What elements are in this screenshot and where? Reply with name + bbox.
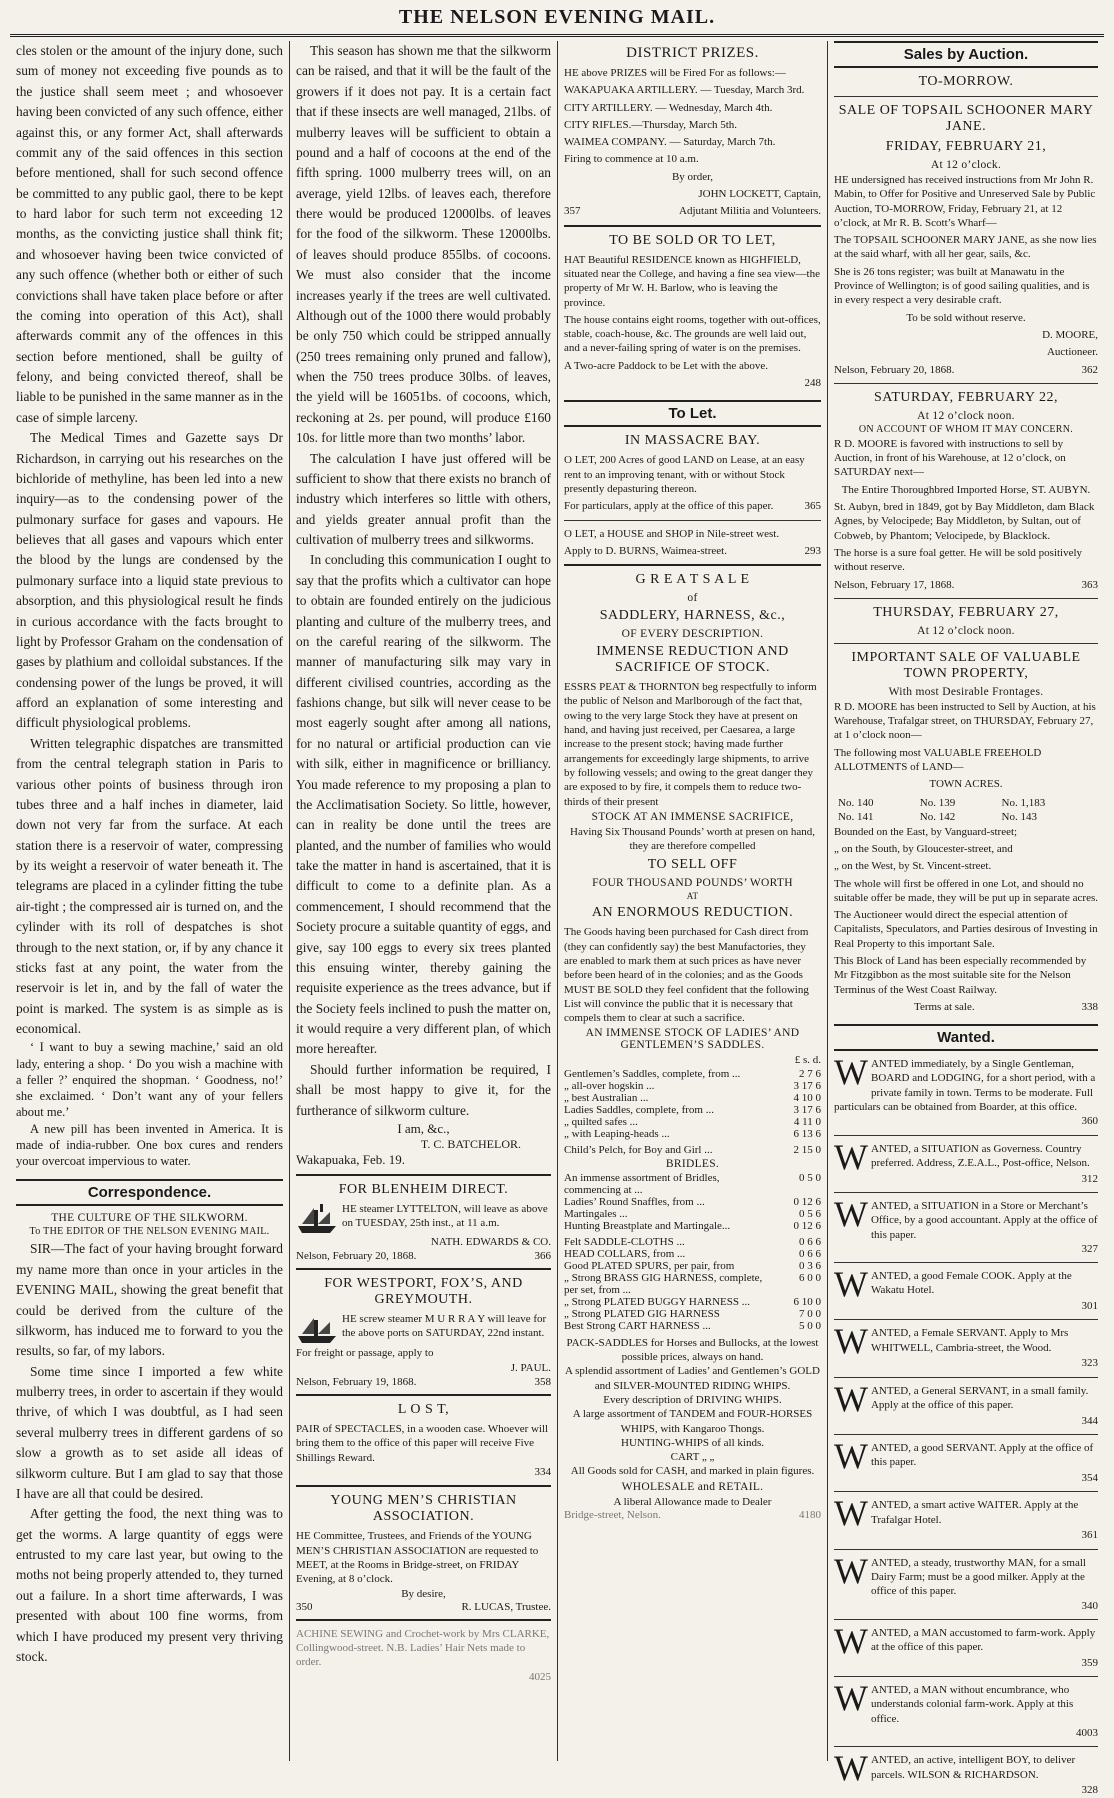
ad-heading: IN MASSACRE BAY. <box>624 433 761 449</box>
price-list-bridles <box>564 1172 821 1232</box>
letter-title: THE CULTURE OF THE SILKWORM. <box>51 1212 248 1225</box>
ad-signature: R. LUCAS, Trustee. <box>461 1600 551 1613</box>
ad-text: PAIR of SPECTACLES, in a wooden case. Whoever will bring them to the office of this paper will receive Five Shillings Reward. <box>296 1423 549 1464</box>
ad-text: This Block of Land has been especially recommended by Mr Fitzgibbon as the most suitable site for the Nelson Terminus of the West Coast Railway. <box>834 954 1087 996</box>
section-heading-to-let: To Let. <box>564 400 821 427</box>
ad-heading: SALE OF TOPSAIL SCHOONER MARY JANE. <box>838 103 1094 134</box>
wanted-ad <box>834 1052 1098 1128</box>
section-heading-district-prizes: DISTRICT PRIZES. <box>626 45 759 61</box>
ad-ymca <box>296 1493 551 1612</box>
item-name: Best Strong CART HARNESS ... <box>564 1319 711 1332</box>
price-row <box>564 1248 821 1260</box>
ad-text: CITY ARTILLERY. — Wednesday, March 4th. <box>564 101 773 114</box>
ad-number: 312 <box>1081 1172 1098 1185</box>
item-name: „ Strong PLATED GIG HARNESS <box>564 1307 720 1320</box>
ad-heading: L O S T, <box>397 1402 450 1418</box>
price-row <box>564 1320 821 1332</box>
column-1 <box>10 41 290 1761</box>
ad-text: CART „ „ <box>670 1451 715 1464</box>
drop-cap: W <box>834 1052 868 1093</box>
columns <box>10 41 1104 1797</box>
item-name: HEAD COLLARS, from ... <box>564 1247 686 1260</box>
price-row <box>564 1116 821 1128</box>
ad-heading: ON ACCOUNT OF WHOM IT MAY CONCERN. <box>858 423 1074 435</box>
ad-highfield <box>564 253 821 391</box>
item-price: 3 17 6 <box>793 1079 821 1092</box>
ad-signature: Adjutant Militia and Volunteers. <box>679 205 821 218</box>
item-name: Felt SADDLE-CLOTHS ... <box>564 1235 685 1248</box>
ad-heading: THURSDAY, FEBRUARY 27, <box>873 604 1059 620</box>
item-price: 6 0 0 <box>799 1271 821 1284</box>
auction-st-aubyn <box>834 390 1098 592</box>
ad-heading: With most Desirable Frontages. <box>888 685 1044 698</box>
wanted-ad <box>834 1748 1098 1797</box>
ad-westport <box>296 1276 551 1388</box>
ad-heading: SATURDAY, FEBRUARY 22, <box>874 389 1058 405</box>
item-name: „ best Australian ... <box>564 1091 649 1104</box>
price-row <box>564 1104 821 1116</box>
ad-text: O LET, a HOUSE and SHOP in Nile-street west. <box>564 527 780 540</box>
item-price: 0 6 6 <box>799 1235 821 1248</box>
price-row <box>564 1208 821 1220</box>
ad-text: ANTED, a MAN without encumbrance, who understands colonial farm-work. Apply at this office. <box>870 1684 1074 1725</box>
ad-text: The house contains eight rooms, together with out-offices, stable, coach-house, &c. The grounds are well laid out, and a never-failing spring of water is on the premises. <box>564 313 821 355</box>
drop-cap: W <box>834 1378 868 1419</box>
wanted-ad <box>834 1378 1098 1428</box>
item-name: „ Strong BRASS GIG HARNESS, complete, per set, from ... <box>564 1271 763 1296</box>
ad-heading: BRIDLES. <box>665 1157 720 1170</box>
item-name: Gentlemen’s Saddles, complete, from ... <box>564 1067 741 1080</box>
ad-number: 365 <box>804 500 821 513</box>
item-price: 4 11 0 <box>793 1115 821 1128</box>
price-list-pelch <box>564 1144 821 1156</box>
lot-number: No. 1,183 <box>1001 796 1046 809</box>
item-price: 0 5 6 <box>799 1207 821 1220</box>
ad-number: 4025 <box>529 1670 551 1683</box>
ad-heading: AT <box>686 891 699 902</box>
ad-heading: YOUNG MEN’S CHRISTIAN ASSOCIATION. <box>330 1493 517 1525</box>
wanted-ad <box>834 1136 1098 1186</box>
price-row <box>564 1144 821 1156</box>
item-name: Martingales ... <box>564 1207 628 1220</box>
ad-text: ANTED, a good Female COOK. Apply at the Wakatu Hotel. <box>870 1270 1072 1297</box>
ad-text: She is 26 tons register; was built at Manawatu in the Province of Wellington; is of good sailing qualities, and is in every respect a very desirable craft. <box>834 265 1090 307</box>
drop-cap: W <box>834 1550 868 1591</box>
item-price: 3 17 6 <box>793 1103 821 1116</box>
ad-number: 293 <box>804 544 821 557</box>
price-row <box>564 1272 821 1296</box>
paragraph: In concluding this communication I ought to say that the profits which a cultivator can hope to obtain are founded entirely on the judicious planting and culture of the mulberry trees, and on the careful rearing of the silkworm. The manner of manufacturing silk may vary in different civilised countries, according as the fashions change, but silk will never cease to be most eagerly sought after among all nations, for no natural or artificial production can vie with silk, either in magnificence or brilliancy. You made reference to my proposing a plan to the Acclimatisation Society. So little, however, can in reality be done until the trees are planted, and the number of families who would take the matter in hand is ascertained, that it is difficult to come to a definite plan. As a commencement, I should recommend that the Society procure a suitable quantity of eggs, and give, say 100 eggs to every six trees planted this ensuing winter, thereby gaining the requisite experience as the trees advance, but if the Society feels inclined to push the matter on, it would require a very different plan, of which more hereafter. <box>296 552 551 1057</box>
item-name: An immense assortment of Bridles, commencing at ... <box>564 1171 720 1196</box>
ad-text: HE screw steamer M U R R A Y will leave for the above ports on SATURDAY, 22nd instant. <box>342 1312 547 1340</box>
ad-number: 4180 <box>799 1509 821 1522</box>
price-row <box>564 1080 821 1092</box>
paragraph: The Medical Times and Gazette says Dr Richardson, in carrying out his researches on the bichloride of methyline, has been led into a new inquiry—as to the condensing power of the pulmonary surface for gases and vapours. He believes that all gases and vapours which enter the blood by the lungs are condensed by the pulmonary surface into a liquid state previous to absorption, and this physiological result he finds in curious accordance with the facts brought to light by Professor Graham on the condensation of gases by plathium and colloidal substances. If the condensing power of the lungs be proved, it will afford an explanation of some interesting and difficult physiological problems. <box>16 430 283 731</box>
ad-great-sale <box>564 572 821 1521</box>
drop-cap: W <box>834 1748 868 1789</box>
ad-heading: At 12 o’clock. <box>930 159 1002 171</box>
wanted-ad <box>834 1493 1098 1542</box>
ad-signature: J. PAUL. <box>510 1362 551 1375</box>
ad-number: 357 <box>564 205 581 218</box>
column-3 <box>558 41 828 1761</box>
ad-text: WAIMEA COMPANY. — Saturday, March 7th. <box>564 136 776 149</box>
ad-text: All Goods sold for CASH, and marked in plain figures. <box>570 1465 815 1478</box>
wanted-ad <box>834 1620 1098 1670</box>
ad-text: St. Aubyn, bred in 1849, got by Bay Middleton, dam Black Agnes, by Velocipede; Bay Middleton, by Sultan, out of Cobweb, by Phantom; Velocipede, by Blacklock. <box>834 501 1095 542</box>
ad-text: The whole will first be offered in one Lot, and should no suitable offer be made, they will be put up in separate acres. <box>834 877 1099 904</box>
item-price: 2 15 0 <box>793 1143 821 1156</box>
ad-text: Terms at sale. <box>914 1000 975 1013</box>
lot-row <box>836 811 1096 823</box>
wanted-ad <box>834 1264 1098 1313</box>
ad-text: HUNTING-WHIPS of all kinds. <box>621 1436 764 1449</box>
steamer-icon <box>296 1312 338 1346</box>
ad-heading: SADDLERY, HARNESS, &c., <box>599 608 786 624</box>
drop-cap: W <box>834 1193 868 1234</box>
ad-number: 323 <box>1081 1357 1098 1370</box>
lot-number: No. 142 <box>919 810 956 823</box>
ad-text: The following most VALUABLE FREEHOLD ALLOTMENTS of LAND— <box>834 746 1042 774</box>
ad-blenheim <box>296 1182 551 1262</box>
auction-schooner <box>834 103 1098 377</box>
ad-text: The Auctioneer would direct the especial attention of Capitalists, Speculators, and Parties desirous of Investing in Real Property to this important Sale. <box>834 909 1098 950</box>
ad-text: Every description of DRIVING WHIPS. <box>603 1393 782 1406</box>
ad-number: 248 <box>804 377 821 390</box>
news-article <box>16 41 283 1169</box>
ad-text: Firing to commence at 10 a.m. <box>564 153 699 166</box>
ad-text: ANTED, a MAN accustomed to farm-work. Apply at the office of this paper. <box>870 1626 1096 1654</box>
ad-text: HE steamer LYTTELTON, will leave as above on TUESDAY, 25th inst., at 11 a.m. <box>342 1202 548 1230</box>
item-price: 6 10 0 <box>793 1295 821 1308</box>
ad-heading: IMMENSE REDUCTION AND SACRIFICE OF STOCK. <box>596 644 789 676</box>
ad-number: 334 <box>534 1466 551 1479</box>
ad-text: Having Six Thousand Pounds’ worth at presen on hand, they are therefore compelled <box>570 825 815 853</box>
ad-text: The horse is a sure foal getter. He will be sold positively without reserve. <box>834 546 1083 574</box>
price-list-misc <box>564 1236 821 1332</box>
ad-text: A liberal Allowance made to Dealer <box>613 1495 772 1508</box>
ad-text: ANTED immediately, by a Single Gentleman, BOARD and LODGING, for a short period, with a private family in town. Terms to be moderate. Full particulars can be obtained from Boarder, at this office. <box>834 1058 1096 1114</box>
ad-heading: AN IMMENSE STOCK OF LADIES’ AND GENTLEMEN’S SADDLES. <box>585 1027 800 1052</box>
item-name: Hunting Breastplate and Martingale... <box>564 1219 731 1232</box>
ad-number: 301 <box>1081 1300 1098 1313</box>
column-2 <box>290 41 558 1761</box>
ad-text: R D. MOORE has been instructed to Sell by Auction, at his Warehouse, Trafalgar street, on THURSDAY, February 27, at 1 o’clock noon— <box>834 700 1096 742</box>
paragraph: cles stolen or the amount of the injury done, such sum of money not exceeding five pounds as to the justice shall seem meet ; and whosoever having been convicted of any such offence, either against this, or any former Act, shall afterwards commit any of the said offences in this section before mentioned, shall for such second offence be committed to any public gaol, there to be kept to hard labor for such term not exceeding 12 months, as the convicting justice shall think fit; and whosoever having been twice convicted of any such offence (whether both or either of such convictions shall have taken place before or after the coming into operation of this Act), shall afterwards commit any of the offences in this section before mentioned, shall be guilty of felony, and being convicted thereof, shall be liable to be punished in the same manner as in the case of simple larceny. <box>16 43 283 425</box>
letter-place-date: Wakapuaka, Feb. 19. <box>296 1151 406 1167</box>
ad-text: A Two-acre Paddock to be Let with the above. <box>564 359 768 372</box>
drop-cap: W <box>834 1678 868 1719</box>
ad-text: ANTED, a steady, trustworthy MAN, for a small Dairy Farm; must be a good milker. Apply at the office of this paper. <box>870 1556 1086 1598</box>
drop-cap: W <box>834 1136 868 1177</box>
ad-text: To be sold without reserve. <box>906 311 1026 324</box>
item-price: 0 12 6 <box>793 1195 821 1208</box>
ad-text: A large assortment of TANDEM and FOUR-HORSES WHIPS, with Kangaroo Thongs. <box>572 1408 813 1435</box>
ad-number: 354 <box>1081 1472 1098 1485</box>
item-name: Good PLATED SPURS, per pair, from <box>564 1259 735 1272</box>
ad-number: 362 <box>1081 363 1098 376</box>
ad-heading: FOR BLENHEIM DIRECT. <box>338 1181 509 1197</box>
ad-text: ACHINE SEWING and Crochet-work by Mrs CLARKE, Collingwood-street. N.B. Ladies’ Hair Nets made to order. <box>296 1627 550 1669</box>
ad-heading: of <box>687 592 698 605</box>
item-price: 5 0 0 <box>799 1319 821 1332</box>
paragraph: Some time since I imported a few white mulberry trees, in order to ascertain if they would thrive, of which I was doubtful, as I had seen several mulberry trees in different gardens of so slow a growth as to set aside all ideas of silkworm culture. But I am glad to say that those I have are all that could be desired. <box>16 1363 283 1501</box>
ad-text: TOWN ACRES. <box>929 778 1003 791</box>
price-row <box>564 1068 821 1080</box>
ad-sewing <box>296 1627 551 1684</box>
ad-text: „ on the South, by Gloucester-street, and <box>834 842 1013 855</box>
ad-massacre-bay <box>564 453 821 513</box>
ad-text: PACK-SADDLES for Horses and Bullocks, at the lowest possible prices, always on hand. <box>566 1336 819 1364</box>
ad-heading: STOCK AT AN IMMENSE SACRIFICE, <box>591 810 794 823</box>
ad-signature: NATH. EDWARDS & CO. <box>430 1235 551 1248</box>
item-price: 0 5 0 <box>799 1171 821 1184</box>
ad-number: 344 <box>1081 1414 1098 1427</box>
drop-cap: W <box>834 1620 868 1661</box>
item-name: „ all-over hogskin ... <box>564 1079 655 1092</box>
ad-text: Bridge-street, Nelson. <box>564 1509 661 1522</box>
ad-text: R D. MOORE is favored with instructions to sell by Auction, in front of his Warehouse, at 12 o’clock, on SATURDAY next— <box>834 437 1066 479</box>
ad-text: The Goods having been purchased for Cash direct from (they can confidently say) the best Manufactories, they are enabled to mark them at such prices as have never before been heard of in the colonies; and as the Goods MUST BE SOLD they feel confident that the following List will convince the public that it is necessary that compels them to clear at such a sacrifice. <box>564 926 809 1025</box>
ad-signature: JOHN LOCKETT, Captain, <box>698 188 821 201</box>
ad-text: HE Committee, Trustees, and Friends of the YOUNG MEN’S CHRISTIAN ASSOCIATION are requested to MEET, at the Rooms in Bridge-street, on FRIDAY Evening, at 8 o’clock. <box>296 1530 539 1586</box>
ad-text: ESSRS PEAT & THORNTON beg respectfully to inform the public of Nelson and Marlborough of the fact that, owing to the very large Stock they have at present on hand, and having just received, per Caesarea, a large increase to the present stock; having made further arrangements for exceedingly large shipments, to arrive by following vessels; and owing to the great danger they are exposed to by fire, it compels them to reduce two-thirds of their present <box>564 681 817 808</box>
price-row <box>564 1172 821 1196</box>
lot-row <box>836 797 1096 809</box>
section-heading-correspondence: Correspondence. <box>16 1179 283 1206</box>
item-name: Ladies’ Round Snaffles, from ... <box>564 1195 705 1208</box>
ad-heading: FRIDAY, FEBRUARY 21, <box>885 139 1047 154</box>
ad-heading: TO-MORROW. <box>918 74 1014 89</box>
price-row <box>564 1092 821 1104</box>
item-name: „ quilted safes ... <box>564 1115 638 1128</box>
ad-number: 363 <box>1081 578 1098 591</box>
paragraph: SIR—The fact of your having brought forward my name more than once in your articles in the EVENING MAIL, showing the great benefit that could be derived from the culture of the silkworm, has induced me to forward to you the results, so far, of my labors. <box>16 1241 283 1359</box>
ad-date: Nelson, February 20, 1868. <box>834 363 955 376</box>
ad-text: ANTED, a General SERVANT, in a small family. Apply at the office of this paper. <box>870 1384 1089 1412</box>
lot-number: No. 143 <box>1001 810 1037 823</box>
ad-date: Nelson, February 17, 1868. <box>834 578 955 591</box>
town-acres-table <box>834 795 1098 825</box>
price-row <box>564 1196 821 1208</box>
ad-number: 338 <box>1081 1000 1098 1013</box>
ad-district-prizes <box>564 66 821 219</box>
drop-cap: W <box>834 1493 868 1534</box>
paragraph: The calculation I have just offered will be sufficient to show that there exists no branch of industry which interferes so little with others, and yields greater annual profit than the cultivation of mulberry trees and silkworms. <box>296 450 551 547</box>
ad-heading: At 12 o’clock noon. <box>917 409 1015 422</box>
wanted-ad <box>834 1550 1098 1613</box>
lot-number: No. 140 <box>838 796 874 809</box>
ad-number: 340 <box>1081 1599 1098 1612</box>
wanted-ad <box>834 1436 1098 1485</box>
ad-text: O LET, 200 Acres of good LAND on Lease, at an easy rent to an improving tenant, with or without Stock presently depasturing thereon. <box>564 454 805 495</box>
wanted-ad <box>834 1321 1098 1370</box>
currency-header: £ s. d. <box>794 1054 821 1067</box>
lot-number: No. 139 <box>919 796 956 809</box>
ad-number: 350 <box>296 1600 313 1613</box>
paragraph: Written telegraphic dispatches are transmitted from the central telegraph station in Paris to various other points of business through iron tubes three and a half inches in diameter, laid down not very far from the surface. At each station there is a reservoir of water, compressing by its weight a reservoir of water beneath it. The telegrams are placed in a cylinder fitting the tube air-tight ; the compressed air is turned on, and the cylinder with its roll of despatches is shot through to the next station, or, if by any chance it sticks fast at any point, the water from the reservoir is let in, and by the fall of water the point is marked. The system is as simple as is economical. <box>16 735 283 1036</box>
item-name: Child’s Pelch, for Boy and Girl ... <box>564 1143 713 1156</box>
ad-number: 327 <box>1081 1242 1098 1255</box>
ad-number: 359 <box>1081 1656 1098 1669</box>
paragraph: Should further information be required, I shall be most happy to give it, for the furtherance of silkworm culture. <box>296 1061 551 1118</box>
price-row <box>564 1260 821 1272</box>
ad-lost <box>296 1402 551 1479</box>
ad-text: ANTED, a Female SERVANT. Apply to Mrs WHITWELL, Cambria-street, the Wood. <box>870 1327 1069 1354</box>
item-price: 7 0 0 <box>799 1307 821 1320</box>
ad-number: 361 <box>1081 1529 1098 1542</box>
ad-text: CITY RIFLES.—Thursday, March 5th. <box>564 118 738 131</box>
ad-date: Nelson, February 20, 1868. <box>296 1249 417 1262</box>
wanted-ad <box>834 1193 1098 1256</box>
ad-text: A splendid assortment of Ladies’ and Gentlemen’s GOLD and SILVER-MOUNTED RIDING WHIPS. <box>565 1365 820 1392</box>
letter-body <box>16 1239 283 1667</box>
ad-text: The TOPSAIL SCHOONER MARY JANE, as she now lies at the said wharf, with all her gear, sails, &c. <box>834 234 1097 261</box>
price-list-saddles <box>564 1068 821 1140</box>
letter-signature: T. C. BATCHELOR. <box>420 1136 521 1151</box>
ad-text: Bounded on the East, by Vanguard-street; <box>834 825 1018 838</box>
ad-by-desire: By desire, <box>401 1587 446 1600</box>
item-name: Ladies Saddles, complete, from ... <box>564 1103 714 1116</box>
drop-cap: W <box>834 1264 868 1305</box>
ad-heading: IMPORTANT SALE OF VALUABLE TOWN PROPERTY, <box>851 649 1081 681</box>
ad-heading: FOUR THOUSAND POUNDS’ WORTH <box>592 877 793 890</box>
ad-heading: At 12 o’clock noon. <box>917 624 1015 637</box>
ad-heading: G R E A T S A L E <box>635 572 750 588</box>
ad-text: ANTED, a SITUATION in a Store or Merchant’s Office, by a good accountant. Apply at the office of this paper. <box>870 1199 1098 1241</box>
drop-cap: W <box>834 1436 868 1477</box>
ad-text: WAKAPUAKA ARTILLERY. — Tuesday, March 3rd. <box>564 84 805 97</box>
price-row <box>564 1128 821 1140</box>
ad-text: Apply to D. BURNS, Waimea-street. <box>564 544 727 557</box>
ad-heading: FOR WESTPORT, FOX’S, AND GREYMOUTH. <box>324 1275 523 1307</box>
ad-text: ANTED, a SITUATION as Governess. Country preferred. Address, Z.E.A.L., Post-office, Nelson. <box>870 1142 1090 1169</box>
ad-signature: D. MOORE, <box>1042 328 1098 341</box>
ad-heading: AN ENORMOUS REDUCTION. <box>591 905 794 921</box>
ad-number: 358 <box>534 1376 551 1389</box>
ad-signature: Auctioneer. <box>1046 346 1098 359</box>
letter-closing: I am, &c., <box>397 1120 450 1136</box>
ad-house-shop <box>564 527 821 559</box>
price-row <box>564 1236 821 1248</box>
section-heading-sales-by-auction: Sales by Auction. <box>834 41 1098 68</box>
masthead: THE NELSON EVENING MAIL. <box>10 0 1104 37</box>
paragraph: A new pill has been invented in America. It is made of india-rubber. One box cures and renders your overcoat impervious to water. <box>16 1121 283 1169</box>
paragraph: This season has shown me that the silkworm can be raised, and that it will be the fault of the growers if it does not pay. It is a certain fact that if these insects are well managed, 21lbs. of mulberry leaves will be sufficient to obtain a pound and a half of cocoons at the end of the fifth spring. 1000 mulberry trees will, on an average, yield 12lbs. of leaves each, therefore there would be produced 12000lbs. of leaves for the food of the silkworm. These 12000lbs. of leaves should produce 855lbs. of cocoons. We must also consider that the income increases yearly if the trees are well cultivated. Although out of the 1000 there would probably be only 750 which could be stripped annually (250 trees remaining only pruned and fallow), when the 750 trees produce 30lbs. of leaves, the yield will be 16051bs. of cocoons, which, reckoning at 2s. per pound, will produce £160 10s. for little more than two months’ labor. <box>296 43 551 446</box>
section-heading-wanted: Wanted. <box>834 1024 1098 1051</box>
wanted-ad <box>834 1678 1098 1740</box>
item-name: „ with Leaping-heads ... <box>564 1127 670 1140</box>
ad-heading: TO SELL OFF <box>647 857 738 873</box>
item-price: 0 6 6 <box>799 1247 821 1260</box>
ad-number: 360 <box>1081 1115 1098 1128</box>
paragraph: After getting the food, the next thing was to get the worms. A large quantity of eggs were entrusted to my care last year, but owing to the moths not being properly attended to, they turned out a failure. In a short time afterwards, I was presented with about 100 fine worms, from which I have produced my present very thriving stock. <box>16 1506 283 1664</box>
ad-text: „ on the West, by St. Vincent-street. <box>834 860 992 873</box>
ad-number: 366 <box>534 1249 551 1262</box>
ad-number: 328 <box>1081 1784 1098 1797</box>
ad-heading: TO BE SOLD OR TO LET, <box>609 232 776 248</box>
drop-cap: W <box>834 1321 868 1362</box>
column-4 <box>828 41 1104 1797</box>
ad-text: The Entire Thoroughbred Imported Horse, ST. AUBYN. <box>841 483 1091 496</box>
ad-text: For particulars, apply at the office of this paper. <box>564 500 774 513</box>
lot-number: No. 141 <box>838 810 874 823</box>
price-row <box>564 1296 821 1308</box>
ad-text: HAT Beautiful RESIDENCE known as HIGHFIELD, situated near the College, and having a fine sea view—the property of Mr W. H. Barlow, who is leaving the province. <box>564 253 820 309</box>
ad-heading: OF EVERY DESCRIPTION. <box>621 628 764 641</box>
ad-date: Nelson, February 19, 1868. <box>296 1376 417 1389</box>
item-price: 4 10 0 <box>793 1091 821 1104</box>
ad-text: ANTED, a good SERVANT. Apply at the office of this paper. <box>870 1442 1094 1469</box>
ad-text: By order, <box>671 170 714 183</box>
letter-continued <box>296 41 551 1121</box>
ad-text: ANTED, a smart active WAITER. Apply at the Trafalgar Hotel. <box>870 1499 1079 1526</box>
letter-addressee: To THE EDITOR OF THE NELSON EVENING MAIL. <box>29 1226 270 1238</box>
steamer-icon <box>296 1202 338 1236</box>
item-price: 6 13 6 <box>793 1127 821 1140</box>
ad-text: For freight or passage, apply to <box>296 1346 434 1359</box>
price-row <box>564 1220 821 1232</box>
item-price: 0 12 6 <box>793 1219 821 1232</box>
item-price: 2 7 6 <box>799 1067 821 1080</box>
auction-town-property <box>834 605 1098 1014</box>
item-name: „ Strong PLATED BUGGY HARNESS ... <box>564 1295 750 1308</box>
price-row <box>564 1308 821 1320</box>
ad-heading: WHOLESALE and RETAIL. <box>621 1480 764 1493</box>
ad-text: HE above PRIZES will be Fired For as follows:— <box>564 67 786 79</box>
paragraph: ‘ I want to buy a sewing machine,’ said an old lady, entering a shop. ‘ Do you wish a machine with a feller ?’ enquired the shopman. ‘ Goodness, no!’ she exclaimed. ‘ Don’t want any of your fellers about me.’ <box>16 1040 283 1120</box>
ad-text: HE undersigned has received instructions from Mr John R. Mabin, to Offer for Positive and Unreserved Sale by Public Auction, TO-MORROW, Friday, February 21, at 12 o’clock, at Mr R. B. Scott’s Wharf— <box>834 174 1096 229</box>
ad-text: ANTED, an active, intelligent BOY, to deliver parcels. WILSON & RICHARDSON. <box>870 1754 1076 1781</box>
item-price: 0 3 6 <box>799 1259 821 1272</box>
wanted-list <box>834 1052 1098 1797</box>
ad-number: 4003 <box>1076 1727 1098 1739</box>
